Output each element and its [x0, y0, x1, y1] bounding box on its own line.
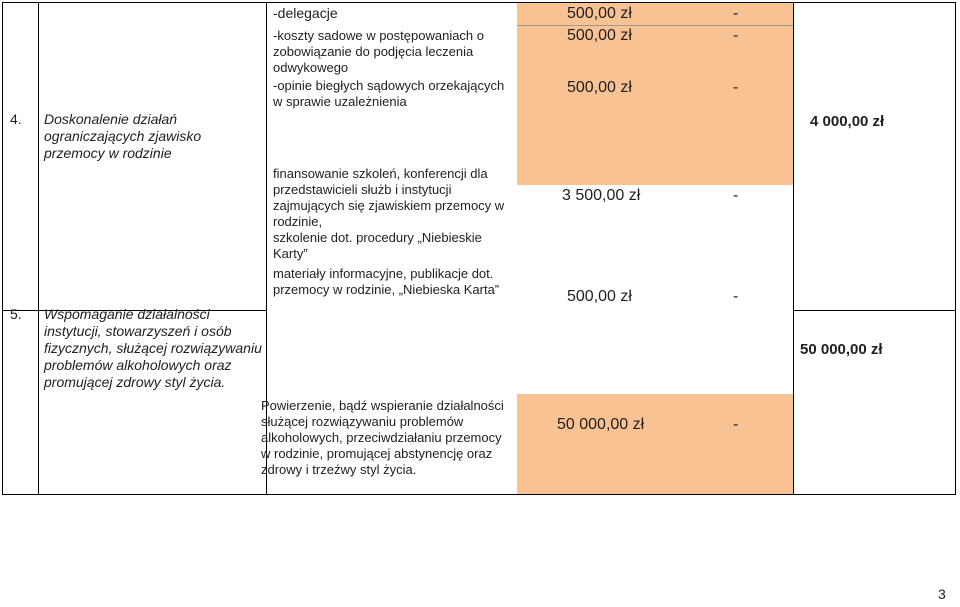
row-divider: [793, 310, 956, 311]
task-title: Doskonalenie działań ograniczających zjawisko przemocy w rodzinie: [44, 111, 202, 161]
page-number: 3: [938, 586, 946, 602]
task-total: 50 000,00 zł: [800, 341, 883, 358]
amount-cell-fill: [517, 26, 793, 185]
task-number: 4.: [10, 111, 22, 127]
item-dash: -: [733, 288, 739, 305]
item-dash: -: [733, 79, 739, 96]
item-description: -koszty sadowe w postępowaniach o zobowiązanie do podjęcia leczenia odwykowego: [273, 28, 485, 75]
table-border: [2, 494, 956, 495]
item-description: finansowanie szkoleń, konferencji dla przedstawicieli służb i instytucji zajmujących się zjawiskiem przemocy w rodzinie,: [273, 166, 505, 229]
item-description: materiały informacyjne, publikacje dot. przemocy w rodzinie, „Niebieska Karta”: [273, 266, 500, 297]
item-dash: -: [733, 187, 739, 204]
item-amount: 500,00 zł: [567, 5, 632, 22]
item-description: szkolenie dot. procedury „Niebieskie Karty”: [273, 230, 482, 261]
table-border: [2, 2, 956, 3]
item-amount: 500,00 zł: [567, 79, 632, 96]
item-description: Powierzenie, bądź wspieranie działalności służącej rozwiązywaniu problemów alkoholowych, przeciwdziałaniu przemocy w rodzinie, promującej abstynencję oraz zdrowy i trzeźwy styl życia.: [261, 398, 504, 477]
item-dash: -: [733, 5, 739, 22]
cell-divider: [517, 25, 793, 26]
item-dash: -: [733, 27, 739, 44]
task-title: Wspomaganie działalności instytucji, stowarzyszeń i osób fizycznych, służącej rozwiązywaniu problemów alkoholowych oraz promującej zdrowy styl życia.: [44, 306, 262, 390]
column-divider: [793, 2, 794, 495]
item-amount: 50 000,00 zł: [557, 416, 645, 433]
task-total: 4 000,00 zł: [810, 113, 885, 130]
item-description: -opinie biegłych sądowych orzekających w sprawie uzależnienia: [273, 78, 505, 109]
item-amount: 500,00 zł: [567, 288, 632, 305]
item-dash: -: [733, 416, 739, 433]
amount-cell-fill: [517, 3, 793, 25]
item-description: -delegacje: [273, 5, 338, 21]
amount-cell-fill: [517, 394, 793, 495]
item-amount: 500,00 zł: [567, 27, 632, 44]
table-border: [955, 2, 956, 495]
table-border: [2, 2, 3, 495]
column-divider: [38, 2, 39, 495]
item-amount: 3 500,00 zł: [562, 187, 641, 204]
task-number: 5.: [10, 306, 22, 322]
